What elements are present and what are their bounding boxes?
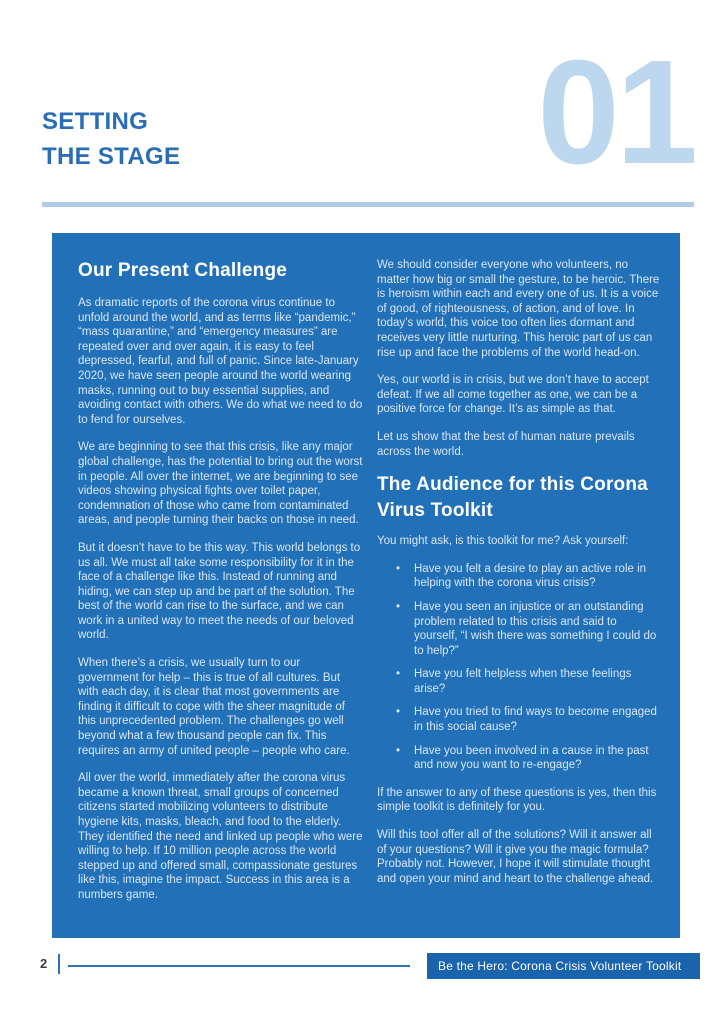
section-heading-audience: The Audience for this Corona Virus Toolkit bbox=[377, 474, 648, 522]
paragraph: Yes, our world is in crisis, but we don’t have to accept defeat. If we all come together as one, we can be a positive force for change. It’s as simple as that. bbox=[377, 374, 649, 416]
content-panel bbox=[52, 233, 680, 938]
paragraph: If the answer to any of these questions is yes, then this simple toolkit is definitely for you. bbox=[377, 786, 657, 814]
list-item: • Have you seen an injustice or an outstanding problem related to this crisis and said to yourself, “I wish there was something I could do to help?” bbox=[377, 600, 662, 658]
footer-banner bbox=[427, 953, 700, 979]
paragraph: As dramatic reports of the corona virus continue to unfold around the world, and as terms like “pandemic,” “mass quarantine,” and “emergency measures” are repeated over and over again, it is easy to feel depressed, fearful, and full of panic. Since late-January 2020, we have seen people around the world wearing masks, running out to buy essential supplies, and avoiding contact with others. We do what we need to do to fend for ourselves. bbox=[78, 297, 363, 426]
right-column bbox=[377, 258, 662, 916]
page-title-line1: SETTING bbox=[42, 108, 149, 135]
paragraph: But it doesn’t have to be this way. This world belongs to us all. We must all take some responsibility for it in the face of a challenge like this. Instead of running and hiding, we can step up and be part of the solution. The best of the world can rise to the surface, and we can work in a united way to meet the needs of our beloved world. bbox=[78, 541, 361, 642]
list-item: • Have you tried to find ways to become engaged in this social cause? bbox=[377, 705, 662, 734]
chapter-number: 01 bbox=[537, 30, 694, 195]
paragraph: Let us show that the best of human nature prevails across the world. bbox=[377, 430, 635, 458]
paragraph: When there’s a crisis, we usually turn to our government for help – this is true of all cultures. But with each day, it is clear that most governments are finding it difficult to cope with the sheer magnitude of this unprecedented problem. The challenges go well beyond what a few thousand people can fix. This requires an army of united people – people who care. bbox=[78, 657, 350, 757]
left-column bbox=[78, 258, 363, 916]
page-title-line2: THE STAGE bbox=[42, 143, 181, 170]
two-column-layout bbox=[78, 258, 662, 916]
paragraph: We are beginning to see that this crisis, like any major global challenge, has the potential to bring out the worst in people. All over the internet, we are beginning to see videos showing physical fights over toilet paper, condemnation of those who came from contaminated areas, and people turning their backs on those in need. bbox=[78, 441, 363, 527]
paragraph: We should consider everyone who volunteers, no matter how big or small the gesture, to be heroic. There is heroism within each and every one of us. It is a voice of good, of righteousness, of action, and of love. In today’s world, this voice too often lies dormant and receives very little nurturing. This heroic part of us can rise up and face the problems of the world head-on. bbox=[377, 259, 660, 359]
footer-banner-label: Be the Hero: Corona Crisis Volunteer Toolkit bbox=[438, 959, 682, 973]
list-item: • Have you felt helpless when these feelings arise? bbox=[377, 667, 662, 696]
footer-tick-divider bbox=[58, 954, 60, 974]
audience-question-list bbox=[377, 562, 662, 773]
section-heading-present-challenge: Our Present Challenge bbox=[78, 260, 288, 281]
page-number: 2 bbox=[40, 956, 48, 971]
paragraph: Will this tool offer all of the solutions? Will it answer all of your questions? Will it give you the magic formula? Probably not. However, I hope it will stimulate thought and open your mind and heart to the challenge ahead. bbox=[377, 829, 654, 885]
paragraph: All over the world, immediately after the corona virus became a known threat, small groups of concerned citizens started mobilizing volunteers to distribute hygiene kits, masks, bleach, and food to the elderly. They identified the need and linked up people who were willing to help. If 10 million people across the world stepped up and offered small, compassionate gestures like this, imagine the impact. Success in this area is a numbers game. bbox=[78, 772, 363, 901]
footer-rule bbox=[68, 965, 410, 967]
list-item: • Have you felt a desire to play an active role in helping with the corona virus crisis? bbox=[377, 562, 662, 591]
page-title bbox=[42, 104, 180, 174]
list-item: • Have you been involved in a cause in the past and now you want to re-engage? bbox=[377, 744, 662, 773]
title-divider bbox=[42, 202, 694, 207]
audience-intro: You might ask, is this toolkit for me? Ask yourself: bbox=[377, 535, 629, 548]
